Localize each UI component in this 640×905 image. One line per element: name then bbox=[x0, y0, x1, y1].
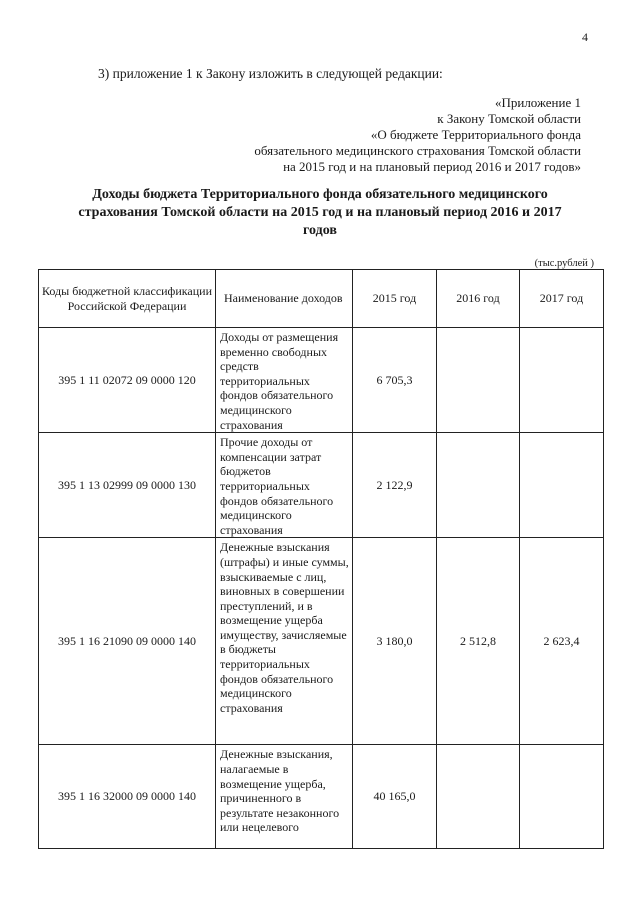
header-code: Коды бюджетной классификации Российской Федерации bbox=[39, 270, 216, 328]
appendix-header bbox=[0, 95, 581, 175]
table-row bbox=[39, 745, 604, 849]
header-name: Наименование доходов bbox=[216, 270, 353, 328]
row-2015: 40 165,0 bbox=[353, 745, 437, 849]
row-2017 bbox=[520, 433, 604, 538]
row-code: 395 1 16 32000 09 0000 140 bbox=[39, 745, 216, 849]
row-2016 bbox=[437, 328, 520, 433]
row-name: Денежные взыскания, налагаемые в возмещение ущерба, причиненного в результате незаконного или нецелевого bbox=[216, 745, 353, 849]
title-line: Доходы бюджета Территориального фонда обязательного медицинского bbox=[92, 187, 548, 202]
appendix-line: на 2015 год и на плановый период 2016 и 2017 годов» bbox=[283, 159, 581, 174]
row-name: Денежные взыскания (штрафы) и иные суммы, взыскиваемые с лиц, виновных в совершении преступлений, и в возмещение ущерба имуществу, зачисляемые в бюджеты территориальных фондов обязательного медицинского страхования bbox=[216, 538, 353, 745]
row-2016: 2 512,8 bbox=[437, 538, 520, 745]
appendix-line: к Закону Томской области bbox=[437, 111, 581, 126]
intro-text: 3) приложение 1 к Закону изложить в следующей редакции: bbox=[98, 66, 443, 81]
appendix-line: «Приложение 1 bbox=[494, 95, 581, 110]
row-2016 bbox=[437, 745, 520, 849]
row-code: 395 1 16 21090 09 0000 140 bbox=[39, 538, 216, 745]
row-2017 bbox=[520, 745, 604, 849]
row-2015: 3 180,0 bbox=[353, 538, 437, 745]
document-title bbox=[40, 186, 600, 240]
row-name: Доходы от размещения временно свободных средств территориальных фондов обязательного медицинского страхования bbox=[216, 328, 353, 433]
revenue-table bbox=[38, 269, 604, 849]
row-code: 395 1 11 02072 09 0000 120 bbox=[39, 328, 216, 433]
title-line: страхования Томской области на 2015 год и на плановый период 2016 и 2017 bbox=[78, 205, 562, 220]
row-name: Прочие доходы от компенсации затрат бюджетов территориальных фондов обязательного медицинского страхования bbox=[216, 433, 353, 538]
row-2017: 2 623,4 bbox=[520, 538, 604, 745]
row-code: 395 1 13 02999 09 0000 130 bbox=[39, 433, 216, 538]
units-label: (тыс.рублей ) bbox=[534, 258, 594, 269]
table-row bbox=[39, 328, 604, 433]
table-header-row bbox=[39, 270, 604, 328]
row-2015: 2 122,9 bbox=[353, 433, 437, 538]
header-2016: 2016 год bbox=[437, 270, 520, 328]
header-2015: 2015 год bbox=[353, 270, 437, 328]
appendix-line: «О бюджете Территориального фонда bbox=[370, 127, 581, 142]
row-2015: 6 705,3 bbox=[353, 328, 437, 433]
title-line: годов bbox=[303, 223, 337, 238]
table-row bbox=[39, 538, 604, 745]
appendix-line: обязательного медицинского страхования Томской области bbox=[254, 143, 581, 158]
header-2017: 2017 год bbox=[520, 270, 604, 328]
page-number: 4 bbox=[582, 30, 588, 44]
table-row bbox=[39, 433, 604, 538]
row-2016 bbox=[437, 433, 520, 538]
row-2017 bbox=[520, 328, 604, 433]
